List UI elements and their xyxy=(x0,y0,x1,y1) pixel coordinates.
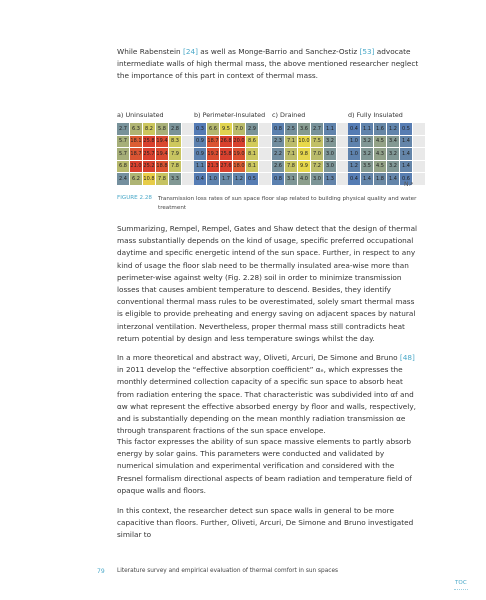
heatmap-cell: 3.0 xyxy=(324,148,336,160)
heatmap-cell: 7.5 xyxy=(311,136,323,148)
heatmap-cell: 8.1 xyxy=(246,161,258,173)
heatmap-cell: 2.7 xyxy=(311,123,323,135)
heatmap-cell: 2.7 xyxy=(117,123,129,135)
heatmap-cell: 1.4 xyxy=(400,136,412,148)
heatmap-cell: 25.7 xyxy=(143,148,155,160)
heatmap-cell: 3.2 xyxy=(387,148,399,160)
heatmap-cell: 6.8 xyxy=(117,161,129,173)
paragraph-text: Summarizing, Rempel, Rempel, Gates and Shaw detect that the design of thermal mass substantially depends on the kind of usage, specific preferred occupational daytime and specific energetic intend of the sun space. Further, in respect to any kind of usage the floor slab need to be thermally insulated area-wise more than perimeter-wise against welty (Fig. 2.28) soil in order to minimize transmission losses that causes ambient temperature to descend. Besides, they identify conventional thermal mass rules to be overestimated, solely smart thermal mass is eligible to provide preheating and energy saving on adjacent spaces by natural interzonal ventilation. Nevertheless, proper thermal mass still contradicts heat return potential by design and less temperature swings whilst the day. xyxy=(117,224,418,343)
heatmap-cell: 19.4 xyxy=(156,148,168,160)
heatmap-cell: 7.8 xyxy=(156,173,168,185)
paragraph-text: In this context, the researcher detect sun space walls in general to be more capacitive than floors. Further, Oliveti, Arcuri, De Simone and Bruno investigated similar to xyxy=(117,506,414,540)
heatmap-cell: 0.5 xyxy=(246,173,258,185)
heatmap-cell: 6.6 xyxy=(207,123,219,135)
heatmap-cell xyxy=(259,136,271,148)
heatmap-cell: 2.4 xyxy=(117,173,129,185)
heatmap-cell: 9.8 xyxy=(298,148,310,160)
heatmap-cell: 7.2 xyxy=(311,161,323,173)
paragraph-5 xyxy=(117,505,422,542)
toc-underline xyxy=(454,589,468,590)
heatmap-cell: 6.2 xyxy=(130,173,142,185)
heatmap-cell: 3.5 xyxy=(361,161,373,173)
heatmap-cell: 8.1 xyxy=(246,148,258,160)
page-number: 79 xyxy=(97,568,105,575)
heatmap-cell xyxy=(413,148,425,160)
heatmap-cell: 18.0 xyxy=(233,161,245,173)
heatmap-cell xyxy=(413,161,425,173)
panel-title: c) Drained xyxy=(272,111,306,119)
heatmap-cell: 0.8 xyxy=(272,173,284,185)
heatmap-cell: 8.6 xyxy=(246,136,258,148)
heatmap-cell: 4.5 xyxy=(374,161,386,173)
heatmap-cell: 0.3 xyxy=(194,123,206,135)
heatmap-cell: 7.0 xyxy=(233,123,245,135)
heatmap-cell: 2.9 xyxy=(246,123,258,135)
heatmap-cell: 2.6 xyxy=(272,161,284,173)
heatmap-cell: 7.8 xyxy=(169,161,181,173)
heatmap-cell xyxy=(259,173,271,185)
paragraph-text: This factor expresses the ability of sun space massive elements to partly absorb energy by solar gains. This parameters were conducted and validated by numerical simulation and experimental verification and considered with the Fresnel formalism directional aspects of beam radiation and temperature field of opaque walls and floors. xyxy=(117,437,412,495)
heatmap-cell xyxy=(259,148,271,160)
heatmap-cell xyxy=(259,123,271,135)
heatmap-cell: 2.8 xyxy=(169,123,181,135)
paragraph-3 xyxy=(117,352,422,437)
heatmap-cell: 7.1 xyxy=(285,148,297,160)
panel-title: d) Fully Insulated xyxy=(348,111,403,119)
heatmap-cell: 1.4 xyxy=(400,148,412,160)
heatmap-cell xyxy=(182,173,194,185)
heatmap-cell xyxy=(182,148,194,160)
heatmap-cell: 0.4 xyxy=(348,173,360,185)
heatmap-panel xyxy=(348,123,425,185)
paragraph-4 xyxy=(117,436,422,497)
heatmap-cell: 21.0 xyxy=(130,161,142,173)
heatmap-cell: 27.6 xyxy=(220,161,232,173)
figure-caption-label: FIGURE 2.28 xyxy=(117,195,152,201)
heatmap-cell: 1.7 xyxy=(220,173,232,185)
citation-link[interactable]: [48] xyxy=(399,353,415,362)
heatmap-cell: 10.8 xyxy=(143,173,155,185)
heatmap-cell: 20.0 xyxy=(233,136,245,148)
heatmap-cell: 1.0 xyxy=(348,136,360,148)
heatmap-cell: 1.6 xyxy=(374,123,386,135)
paragraph-text: In a more theoretical and abstract way, Oliveti, Arcuri, De Simone and Bruno xyxy=(117,353,400,362)
heatmap-cell: 26.8 xyxy=(220,136,232,148)
heatmap-cell: 18.1 xyxy=(130,136,142,148)
heatmap-cell: 25.8 xyxy=(143,136,155,148)
heatmap-cell: 19.0 xyxy=(233,148,245,160)
paragraph-text: advocate intermediate walls of high thermal mass, the above mentioned researcher neglect the importance of this part in context of thermal mass. xyxy=(117,47,419,81)
paragraph-1 xyxy=(117,46,422,83)
heatmap-cell: 0.4 xyxy=(194,173,206,185)
heatmap-cell: 0.9 xyxy=(194,136,206,148)
heatmap-cell: 5.8 xyxy=(156,123,168,135)
heatmap-panel xyxy=(117,123,194,185)
heatmap-cell: 0.5 xyxy=(400,123,412,135)
heatmap-cell: 0.9 xyxy=(194,148,206,160)
heatmap-cell: 7.0 xyxy=(311,148,323,160)
heatmap-cell: 10.0 xyxy=(298,136,310,148)
heatmap-cell: 1.2 xyxy=(387,123,399,135)
panel-title: a) Uninsulated xyxy=(117,111,164,119)
heatmap-cell: 4.5 xyxy=(374,136,386,148)
heatmap-cell: 5.7 xyxy=(117,148,129,160)
heatmap-cell xyxy=(413,136,425,148)
heatmap-cell: 6.3 xyxy=(130,123,142,135)
heatmap-cell: 0.8 xyxy=(272,123,284,135)
heatmap-cell: 3.3 xyxy=(169,173,181,185)
heatmap-cell: 7.9 xyxy=(169,148,181,160)
heatmap-cell: 9.5 xyxy=(220,123,232,135)
heatmap-cell: 0.6 xyxy=(400,173,412,185)
heatmap-cell: 2.2 xyxy=(272,148,284,160)
heatmap-cell: 3.0 xyxy=(311,173,323,185)
heatmap-panel xyxy=(272,123,349,185)
heatmap-cell xyxy=(413,173,425,185)
heatmap-cell: 3.0 xyxy=(324,161,336,173)
north-arrow-icon: N↗ xyxy=(404,181,414,188)
heatmap-cell xyxy=(182,161,194,173)
heatmap-cell: 1.0 xyxy=(348,148,360,160)
heatmap-cell: 1.4 xyxy=(361,173,373,185)
panel-title: b) Perimeter-Insulated xyxy=(194,111,266,119)
heatmap-cell: 21.3 xyxy=(207,161,219,173)
heatmap-cell: 0.4 xyxy=(348,123,360,135)
citation-link[interactable]: [24] xyxy=(182,47,198,56)
paragraph-text: While Rabenstein xyxy=(117,47,183,56)
heatmap-cell: 2.5 xyxy=(285,123,297,135)
heatmap-cell: 1.8 xyxy=(374,173,386,185)
heatmap-cell: 1.2 xyxy=(348,161,360,173)
heatmap-cell: 25.2 xyxy=(143,161,155,173)
heatmap-cell: 19.2 xyxy=(207,148,219,160)
figure-caption-text: Transmission loss rates of sun space floor slap related to building physical quality and water treatment xyxy=(158,196,417,211)
citation-link[interactable]: [53] xyxy=(359,47,375,56)
heatmap-cell: 7.1 xyxy=(285,136,297,148)
heatmap-panel xyxy=(194,123,271,185)
heatmap-cell xyxy=(413,123,425,135)
heatmap-cell: 18.7 xyxy=(207,136,219,148)
heatmap-cell: 1.1 xyxy=(194,161,206,173)
heatmap-cell: 18.8 xyxy=(156,161,168,173)
heatmap-cell xyxy=(182,123,194,135)
heatmap-cell: 3.2 xyxy=(324,136,336,148)
heatmap-cell: 9.9 xyxy=(298,161,310,173)
heatmap-cell: 1.3 xyxy=(324,173,336,185)
heatmap-cell: 3.4 xyxy=(387,136,399,148)
heatmap-cell: 1.4 xyxy=(400,161,412,173)
heatmap-cell xyxy=(182,136,194,148)
paragraph-text: in 2011 develop the “effective absorption coefficient” αₑ, which expresses the monthly determined collection capacity of a specific sun space to absorb heat from radiation entering the space. That characteristic was subdivided into αf and αw what represent the effective absorbed energy by floor and walls, respectively, and is substantially depending on the mean monthly radiation transmission αe through transparent fractions of the sun space envelope. xyxy=(117,365,416,436)
heatmap-cell: 25.8 xyxy=(220,148,232,160)
heatmap-cell xyxy=(259,161,271,173)
heatmap-cell: 3.6 xyxy=(298,123,310,135)
heatmap-cell: 1.1 xyxy=(361,123,373,135)
heatmap-cell: 4.0 xyxy=(298,173,310,185)
heatmap-cell: 3.1 xyxy=(285,173,297,185)
heatmap-cell: 3.2 xyxy=(387,161,399,173)
toc-link[interactable]: TOC xyxy=(455,580,467,586)
heatmap-cell: 7.8 xyxy=(285,161,297,173)
heatmap-cell: 8.3 xyxy=(169,136,181,148)
heatmap-cell: 5.7 xyxy=(117,136,129,148)
heatmap-cell: 1.1 xyxy=(324,123,336,135)
heatmap-cell: 18.7 xyxy=(130,148,142,160)
heatmap-cell: 2.3 xyxy=(272,136,284,148)
heatmap-cell: 1.4 xyxy=(387,173,399,185)
heatmap-cell: 1.0 xyxy=(207,173,219,185)
heatmap-cell: 19.4 xyxy=(156,136,168,148)
heatmap-cell: 3.2 xyxy=(361,148,373,160)
paragraph-text: as well as Monge-Barrio and Sanchez-Ostiz xyxy=(197,47,360,56)
heatmap-cell: 3.2 xyxy=(361,136,373,148)
running-title: Literature survey and empirical evaluation of thermal comfort in sun spaces xyxy=(117,568,339,574)
heatmap-cell: 8.2 xyxy=(143,123,155,135)
paragraph-2 xyxy=(117,223,422,345)
heatmap-cell: 4.3 xyxy=(374,148,386,160)
heatmap-cell: 1.2 xyxy=(233,173,245,185)
